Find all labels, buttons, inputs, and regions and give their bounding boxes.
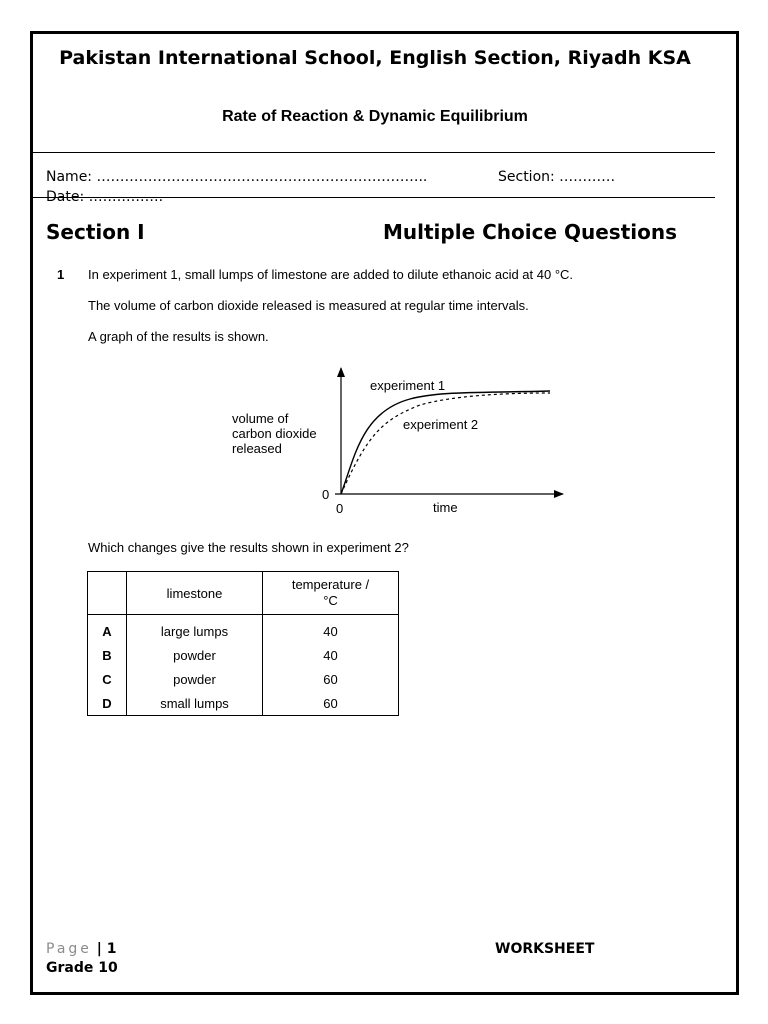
limestone-cell: large lumps — [127, 615, 263, 644]
x-axis-label: time — [433, 500, 458, 515]
experiment-2-label: experiment 2 — [403, 417, 479, 432]
option-letter: A — [88, 615, 127, 644]
options-table — [87, 571, 399, 716]
option-letter: D — [88, 691, 127, 716]
limestone-cell: small lumps — [127, 691, 263, 716]
question-prompt: Which changes give the results shown in experiment 2? — [88, 540, 409, 555]
grade-label: Grade 10 — [46, 960, 118, 976]
limestone-cell: powder — [127, 667, 263, 691]
page-separator: | — [96, 941, 102, 957]
y-axis-label-line-1: volume of — [232, 411, 289, 426]
y-axis-label-line-3: released — [232, 441, 282, 456]
section-label: Section I — [46, 220, 145, 244]
temperature-cell: 40 — [263, 615, 399, 644]
temperature-cell: 40 — [263, 643, 399, 667]
option-letter: C — [88, 667, 127, 691]
question-line-3: A graph of the results is shown. — [88, 329, 269, 344]
section-field: Section: ………… — [498, 169, 616, 185]
date-field: Date: ……………. — [46, 189, 164, 205]
table-row — [88, 643, 399, 667]
page-label: Page — [46, 941, 92, 957]
experiment-1-label: experiment 1 — [370, 378, 446, 393]
x-origin-label: 0 — [336, 501, 344, 516]
question-number: 1 — [57, 267, 65, 282]
y-axis-label-line-2: carbon dioxide — [232, 426, 317, 441]
question-line-2: The volume of carbon dioxide released is measured at regular time intervals. — [88, 298, 529, 313]
temperature-cell: 60 — [263, 667, 399, 691]
header-temperature — [263, 572, 399, 615]
page-number-footer — [46, 941, 117, 957]
worksheet-subtitle: Rate of Reaction & Dynamic Equilibrium — [222, 108, 528, 125]
worksheet-label: WORKSHEET — [495, 941, 595, 957]
page-number: 1 — [106, 941, 117, 957]
limestone-cell: powder — [127, 643, 263, 667]
header-limestone: limestone — [127, 572, 263, 615]
header-temperature-text: temperature / °C — [291, 577, 370, 608]
option-letter: B — [88, 643, 127, 667]
question-line-1: In experiment 1, small lumps of limestone are added to dilute ethanoic acid at 40 °C. — [88, 267, 574, 282]
experiment-1-line — [341, 391, 550, 494]
table-row — [88, 615, 399, 644]
temperature-cell: 60 — [263, 691, 399, 716]
experiment-2-line — [341, 393, 550, 494]
table-header-row — [88, 572, 399, 615]
school-title: Pakistan International School, English Section, Riyadh KSA — [59, 47, 691, 69]
table-row — [88, 691, 399, 716]
section-title: Multiple Choice Questions — [383, 220, 678, 244]
header-option — [88, 572, 127, 615]
name-field: Name: …………………………………………………………….. — [46, 169, 428, 185]
y-origin-label: 0 — [322, 487, 330, 502]
table-row — [88, 667, 399, 691]
